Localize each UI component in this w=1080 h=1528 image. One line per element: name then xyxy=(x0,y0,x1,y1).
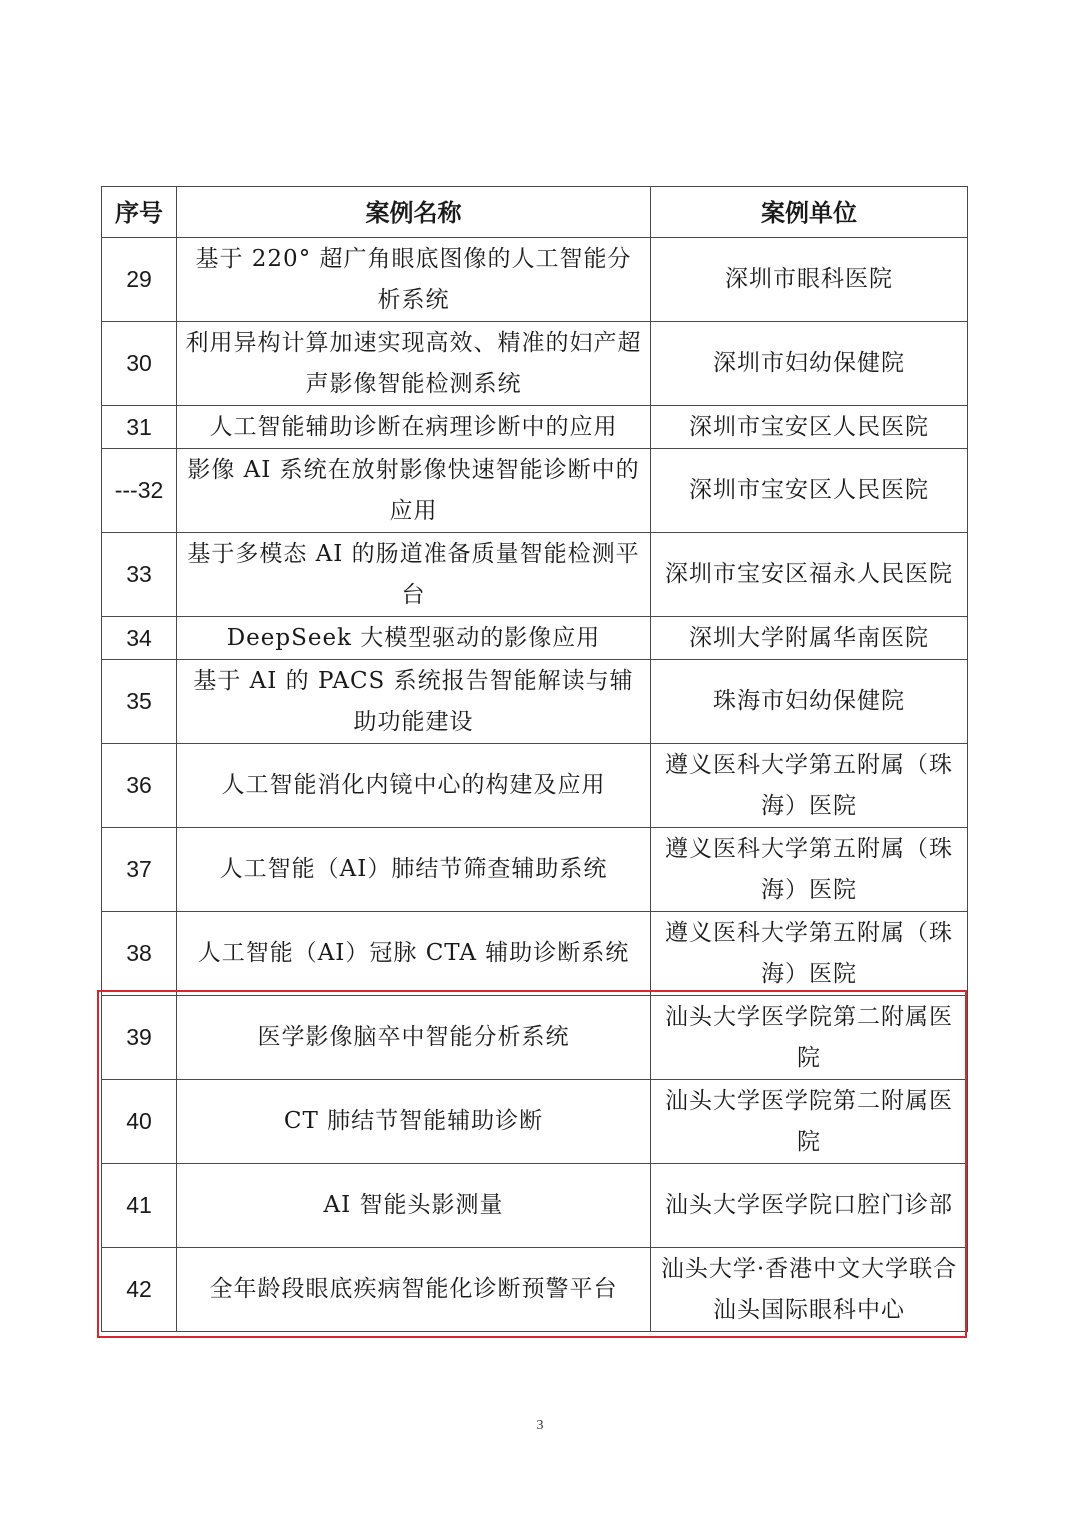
header-case-unit: 案例单位 xyxy=(651,187,968,238)
case-name: 影像 AI 系统在放射影像快速智能诊断中的应用 xyxy=(177,449,651,533)
table-row xyxy=(102,533,968,617)
table-row xyxy=(102,1248,968,1332)
case-table xyxy=(101,186,968,1332)
case-unit: 珠海市妇幼保健院 xyxy=(651,660,968,744)
case-name: DeepSeek 大模型驱动的影像应用 xyxy=(177,617,651,660)
case-unit: 深圳市宝安区人民医院 xyxy=(651,406,968,449)
case-unit: 遵义医科大学第五附属（珠海）医院 xyxy=(651,744,968,828)
header-no: 序号 xyxy=(102,187,177,238)
table-header-row xyxy=(102,187,968,238)
case-unit: 汕头大学·香港中文大学联合汕头国际眼科中心 xyxy=(651,1248,968,1332)
case-unit: 深圳大学附属华南医院 xyxy=(651,617,968,660)
table-row xyxy=(102,660,968,744)
row-number: 39 xyxy=(102,996,177,1080)
table-row xyxy=(102,617,968,660)
row-number: 29 xyxy=(102,238,177,322)
table-row xyxy=(102,1164,968,1248)
table-row xyxy=(102,1080,968,1164)
row-number: 36 xyxy=(102,744,177,828)
row-number: 41 xyxy=(102,1164,177,1248)
case-name: 基于 220° 超广角眼底图像的人工智能分析系统 xyxy=(177,238,651,322)
row-number: 37 xyxy=(102,828,177,912)
case-unit: 深圳市宝安区人民医院 xyxy=(651,449,968,533)
table-row xyxy=(102,996,968,1080)
case-name: 人工智能辅助诊断在病理诊断中的应用 xyxy=(177,406,651,449)
case-unit: 深圳市宝安区福永人民医院 xyxy=(651,533,968,617)
row-number: ---32 xyxy=(102,449,177,533)
table-row xyxy=(102,322,968,406)
case-name: 人工智能（AI）冠脉 CTA 辅助诊断系统 xyxy=(177,912,651,996)
case-name: 基于 AI 的 PACS 系统报告智能解读与辅助功能建设 xyxy=(177,660,651,744)
case-name: AI 智能头影测量 xyxy=(177,1164,651,1248)
row-number: 40 xyxy=(102,1080,177,1164)
case-unit: 汕头大学医学院口腔门诊部 xyxy=(651,1164,968,1248)
case-name: 人工智能消化内镜中心的构建及应用 xyxy=(177,744,651,828)
table-row xyxy=(102,406,968,449)
row-number: 34 xyxy=(102,617,177,660)
row-number: 42 xyxy=(102,1248,177,1332)
case-name: CT 肺结节智能辅助诊断 xyxy=(177,1080,651,1164)
table-row xyxy=(102,912,968,996)
case-unit: 汕头大学医学院第二附属医院 xyxy=(651,1080,968,1164)
case-unit: 深圳市妇幼保健院 xyxy=(651,322,968,406)
case-name: 人工智能（AI）肺结节筛查辅助系统 xyxy=(177,828,651,912)
case-name: 基于多模态 AI 的肠道准备质量智能检测平台 xyxy=(177,533,651,617)
case-unit: 遵义医科大学第五附属（珠海）医院 xyxy=(651,912,968,996)
table-row xyxy=(102,828,968,912)
table-row xyxy=(102,744,968,828)
case-unit: 深圳市眼科医院 xyxy=(651,238,968,322)
header-case-name: 案例名称 xyxy=(177,187,651,238)
row-number: 33 xyxy=(102,533,177,617)
case-name: 全年龄段眼底疾病智能化诊断预警平台 xyxy=(177,1248,651,1332)
table-row xyxy=(102,449,968,533)
row-number: 30 xyxy=(102,322,177,406)
row-number: 35 xyxy=(102,660,177,744)
row-number: 38 xyxy=(102,912,177,996)
case-unit: 遵义医科大学第五附属（珠海）医院 xyxy=(651,828,968,912)
table-row xyxy=(102,238,968,322)
case-name: 利用异构计算加速实现高效、精准的妇产超声影像智能检测系统 xyxy=(177,322,651,406)
page-number: 3 xyxy=(536,1418,544,1433)
row-number: 31 xyxy=(102,406,177,449)
case-name: 医学影像脑卒中智能分析系统 xyxy=(177,996,651,1080)
case-unit: 汕头大学医学院第二附属医院 xyxy=(651,996,968,1080)
